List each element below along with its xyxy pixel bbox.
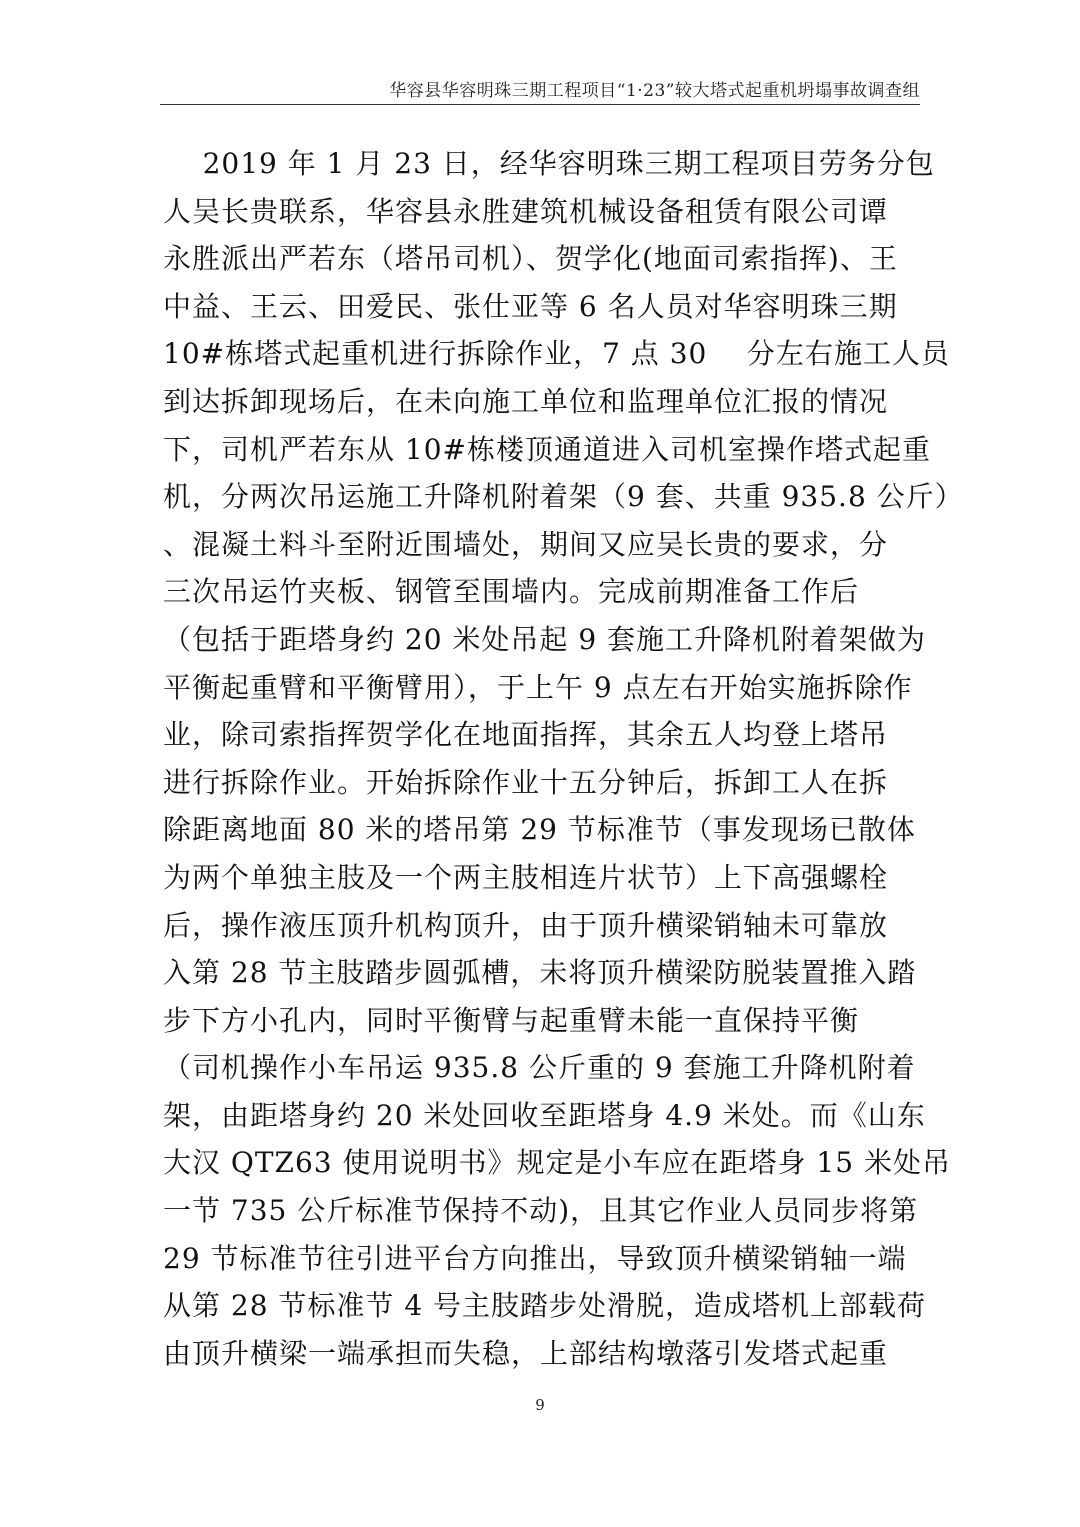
text-line: 大汉 QTZ63 使用说明书》规定是小车应在距塔身 15 米处吊: [163, 1146, 951, 1180]
body-text: [163, 140, 964, 1377]
text-line: 人吴长贵联系，华容县永胜建筑机械设备租赁有限公司谭: [163, 194, 889, 228]
text-line: 平衡起重臂和平衡臂用），于上午 9 点左右开始实施拆除作: [163, 670, 913, 704]
text-line: 业，除司索指挥贺学化在地面指挥，其余五人均登上塔吊: [163, 718, 889, 752]
text-line: 由顶升横梁一端承担而失稳，上部结构墩落引发塔式起重: [163, 1336, 889, 1370]
page-number: 9: [535, 1396, 545, 1414]
text-line: 步下方小孔内，同时平衡臂与起重臂未能一直保持平衡: [163, 1003, 860, 1037]
text-line: 、混凝土料斗至附近围墙处，期间又应吴长贵的要求，分: [163, 527, 889, 561]
text-line: 永胜派出严若东（塔吊司机）、贺学化(地面司索指挥)、王: [163, 242, 898, 276]
text-line: 除距离地面 80 米的塔吊第 29 节标准节（事发现场已散体: [163, 813, 916, 847]
text-line: 进行拆除作业。开始拆除作业十五分钟后，拆卸工人在拆: [163, 765, 889, 799]
text-line: 2019 年 1 月 23 日，经华容明珠三期工程项目劳务分包: [163, 147, 935, 180]
text-line: 中益、王云、田爱民、张仕亚等 6 名人员对华容明珠三期: [163, 289, 898, 323]
text-line: 三次吊运竹夹板、钢管至围墙内。完成前期准备工作后: [163, 575, 860, 609]
text-line: 10#栋塔式起重机进行拆除作业，7 点 30 分左右施工人员: [163, 337, 950, 371]
text-line: 从第 28 节标准节 4 号主肢踏步处滑脱，造成塔机上部载荷: [163, 1289, 927, 1323]
text-line: 架，由距塔身约 20 米处回收至距塔身 4.9 米处。而《山东: [163, 1098, 926, 1132]
text-line: 下，司机严若东从 10#栋楼顶通道进入司机室操作塔式起重: [163, 432, 931, 466]
text-line: 机，分两次吊运施工升降机附着架（9 套、共重 935.8 公斤）: [163, 480, 964, 514]
text-line: 一节 735 公斤标准节保持不动)，且其它作业人员同步将第: [163, 1194, 919, 1228]
text-line: 29 节标准节往引进平台方向推出，导致顶升横梁销轴一端: [163, 1241, 907, 1275]
text-line: 为两个单独主肢及一个两主肢相连片状节）上下高强螺栓: [163, 860, 889, 894]
text-line: 入第 28 节主肢踏步圆弧槽，未将顶升横梁防脱装置推入踏: [163, 956, 917, 990]
text-line: 到达拆卸现场后，在未向施工单位和监理单位汇报的情况: [163, 384, 889, 418]
header-divider: [160, 104, 920, 105]
text-line: （司机操作小车吊运 935.8 公斤重的 9 套施工升降机附着: [163, 1051, 916, 1085]
text-line: （包括于距塔身约 20 米处吊起 9 套施工升降机附着架做为: [163, 622, 927, 656]
text-line: 后，操作液压顶升机构顶升，由于顶升横梁销轴未可靠放: [163, 908, 889, 942]
running-header: 华容县华容明珠三期工程项目“1·23”较大塔式起重机坍塌事故调查组: [389, 81, 920, 101]
